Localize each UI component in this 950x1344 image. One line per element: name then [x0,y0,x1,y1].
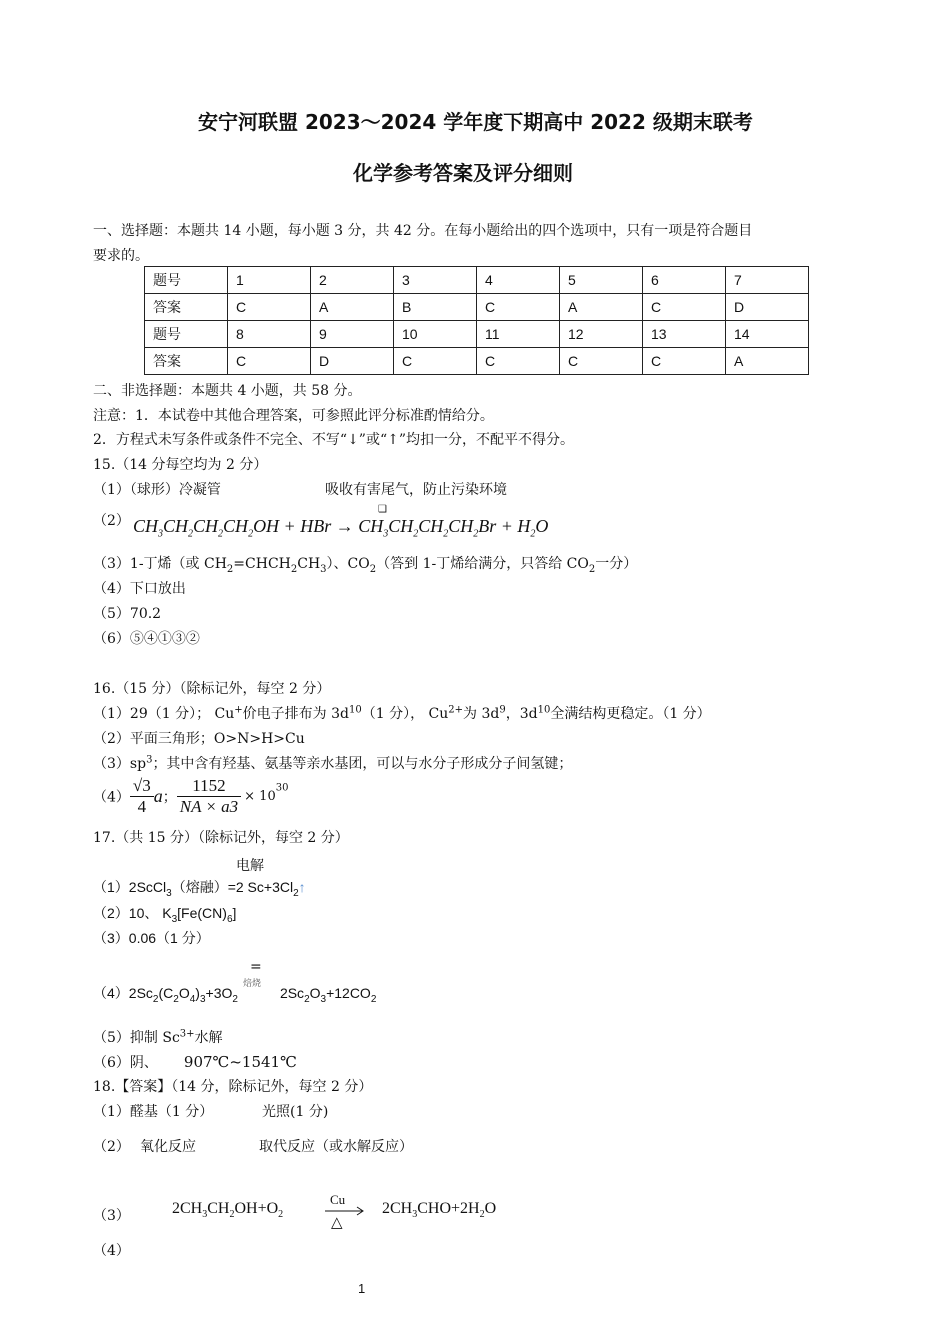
q18-answer-1: （1）醛基（1 分） [93,1104,214,1120]
q15-answer-1b: 吸收有害尾气，防止污染环境 [325,482,507,498]
table-cell: A [560,294,643,321]
section1-intro-cont: 要求的。 [93,248,149,264]
equals-sign: = [250,959,262,975]
table-row [145,294,809,321]
table-cell: 6 [643,267,726,294]
table-cell: 题号 [145,321,228,348]
table-row [145,348,809,375]
q15-answer-6: （6）⑤④①③② [93,631,200,647]
section1-intro: 一、选择题：本题共 14 小题，每小题 3 分，共 42 分。在每小题给出的四个选项中，只有一项是符合题目 [93,223,753,239]
q16-header: 16.（15 分）（除标记外，每空 2 分） [93,681,331,697]
table-cell: A [311,294,394,321]
q18-equation-lhs: $2CH_3CH_2OH+O_2$ [172,1200,284,1221]
placeholder-box-icon: ❑ [378,504,387,515]
q18-header: 18.【答案】（14 分，除标记外，每空 2 分） [93,1079,373,1095]
table-cell: 4 [477,267,560,294]
table-cell: C [560,348,643,375]
q15-answer-2-label: （2） [93,513,130,529]
table-cell: C [228,348,311,375]
table-cell: 13 [643,321,726,348]
q15-answer-1: （1）（球形）冷凝管 [93,482,221,498]
q18-answer-2a: 氧化反应 [140,1139,196,1155]
page-subtitle: 化学参考答案及评分细则 [353,161,573,185]
q15-header: 15.（14 分每空均为 2 分） [93,457,268,473]
answer-table [144,266,809,375]
q17-answer-3: （3）0.06（1 分） [93,930,210,946]
q17-header: 17.（共 15 分）（除标记外，每空 2 分） [93,830,349,846]
table-cell: 5 [560,267,643,294]
table-cell: 12 [560,321,643,348]
catalyst-label: Cu [330,1192,346,1207]
table-cell: C [477,294,560,321]
q18-answer-2b: 取代反应（或水解反应） [259,1139,413,1155]
table-cell: A [726,348,809,375]
note-2: 2．方程式未写条件或条件不完全、不写“↓”或“↑”均扣一分，不配平不得分。 [93,432,574,448]
q15-answer-3: （3）1-丁烯（或 $CH_2=CHCH_2CH_3$）、$CO_2$（答到 1-丁烯给满分，只答给 $CO_2$一分） [93,556,638,575]
q17-condition-electrolysis: 电解 [236,858,264,874]
table-cell: C [394,348,477,375]
q15-equation: $CH_3CH_2CH_2CH_2OH$ + HBr → $CH_3CH_2CH_2CH_2Br + H_2O$ [133,516,549,540]
heat-icon: △ [331,1213,343,1231]
table-cell: 8 [228,321,311,348]
table-cell: 答案 [145,348,228,375]
q18-equation-rhs: $2CH_3CHO+2H_2O$ [382,1200,497,1221]
table-cell: 题号 [145,267,228,294]
q18-answer-3-label: （3） [93,1208,130,1224]
table-cell: 7 [726,267,809,294]
q16-answer-3: $(3)sp^3$；其中含有羟基、氨基等亲水基团，可以与水分子形成分子间氢键； [93,754,573,772]
table-cell: 14 [726,321,809,348]
table-cell: C [477,348,560,375]
q18-answer-2-label: （2） [93,1139,130,1155]
section2-intro: 二、非选择题：本题共 4 小题，共 58 分。 [93,383,362,399]
table-cell: C [643,348,726,375]
table-cell: 2 [311,267,394,294]
gas-up-arrow-icon: ↑ [298,879,306,895]
table-cell: D [726,294,809,321]
q17-answer-1: （1）2ScCl$_3$（熔融）=2 $Sc+3Cl_2↑$ [93,879,306,899]
page-number: 1 [358,1281,366,1296]
table-cell: B [394,294,477,321]
table-cell: C [643,294,726,321]
page-title: 安宁河联盟 2023～2024 学年度下期高中 2022 级期末联考 [198,110,753,134]
table-row [145,267,809,294]
q15-answer-4: （4）下口放出 [93,581,186,597]
q17-condition-roast: 焙烧 [243,979,262,989]
table-cell: 9 [311,321,394,348]
note-1: 注意：1．本试卷中其他合理答案，可参照此评分标准酌情给分。 [93,408,494,424]
q17-answer-2: （2）10、 $K_3[Fe(CN)_6]$ [93,905,237,925]
table-row [145,321,809,348]
table-cell: 1 [228,267,311,294]
table-cell: D [311,348,394,375]
q17-answer-4: $(4)2Sc_2(C_2O_4)_3+3O_2$ $2Sc_2O_3+12CO_2$ [93,985,377,1005]
q16-answer-4: （4） $\frac{√3}{4}$ a； $\frac{1152}{NA \times a3}$ × $10^{30}$ [93,776,289,816]
table-cell: C [228,294,311,321]
table-cell: 3 [394,267,477,294]
table-cell: 答案 [145,294,228,321]
q15-answer-5: （5）70.2 [93,606,162,622]
q16-answer-1: （1）29（1 分）； Cu+价电子排布为 $3d^{10}(1$ 分）， $Cu^{2+}$为 $3d^9$，$3d^{10}$全满结构更稳定。（1 分） [93,704,711,722]
table-cell: 11 [477,321,560,348]
q18-answer-4-label: （4） [93,1243,130,1259]
table-cell: 10 [394,321,477,348]
q17-answer-5: （5）抑制 $Sc^{3+}$水解 [93,1028,223,1046]
q17-answer-6: （6）阴、 907℃~1541℃ [93,1053,297,1071]
q16-answer-2: （2）平面三角形；O>N>H>Cu [93,731,305,747]
q18-answer-1b: 光照(1 分) [262,1104,329,1120]
